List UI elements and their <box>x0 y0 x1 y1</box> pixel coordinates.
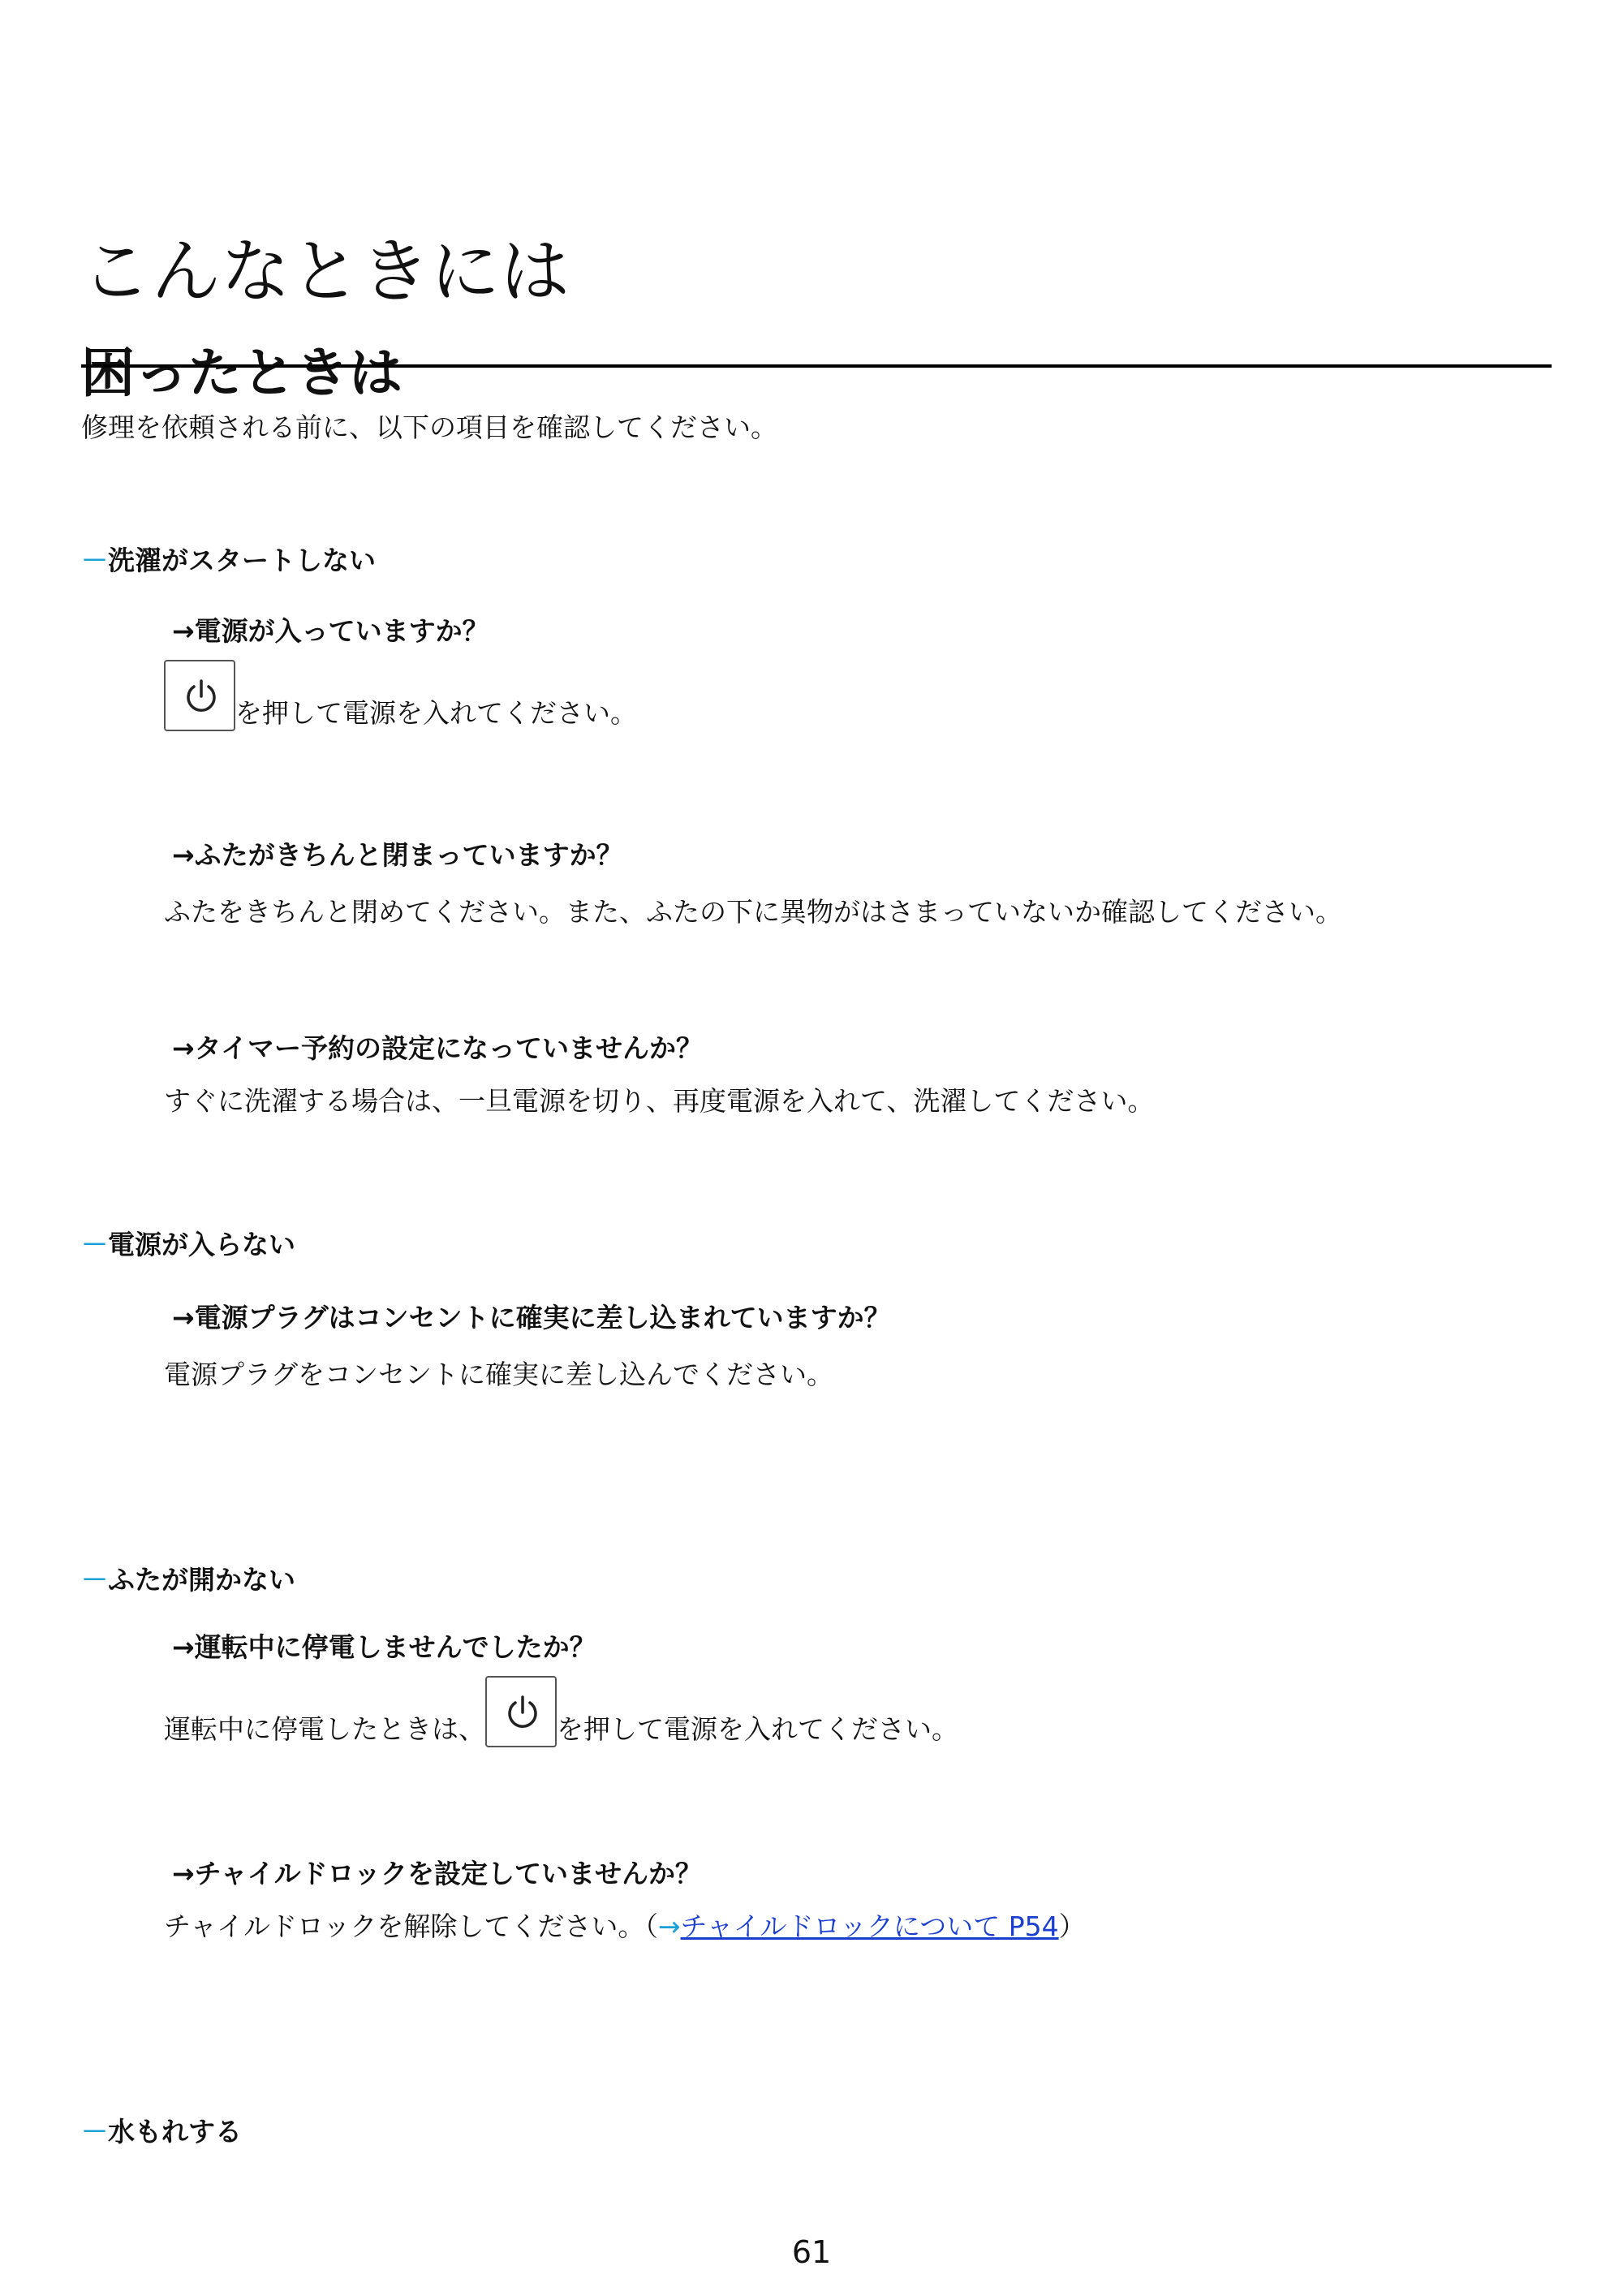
power-icon <box>181 677 222 717</box>
symptom-label: ふたが開かない <box>108 1564 295 1596</box>
check-question <box>172 1856 702 1892</box>
child-lock-link[interactable]: チャイルドロックについて P54 <box>680 1910 1059 1942</box>
question-text: ふたがきちんと閉まっていますか？ <box>194 839 623 871</box>
dash-marker: － <box>81 2116 108 2147</box>
power-button-icon <box>485 1676 557 1747</box>
dash-marker: － <box>81 1229 108 1260</box>
question-text: 電源が入っていますか？ <box>194 615 489 647</box>
answer-text: 運転中に停電したときは、 <box>164 1713 485 1745</box>
symptom-heading <box>81 2114 242 2150</box>
answer-text: を押して電源を入れてください。 <box>235 697 637 729</box>
page-number: 61 <box>791 2234 832 2270</box>
question-text: 運転中に停電しませんでしたか？ <box>194 1631 596 1663</box>
check-answer <box>164 1909 1086 1945</box>
power-icon <box>502 1693 543 1734</box>
symptom-heading <box>81 1227 295 1263</box>
answer-text: 電源プラグをコンセントに確実に差し込んでください。 <box>164 1359 833 1390</box>
arrow-marker: → <box>172 1631 195 1663</box>
question-text: チャイルドロックを設定していませんか？ <box>194 1858 703 1889</box>
check-question <box>172 838 623 873</box>
answer-text: ふたをきちんと閉めてください。また、ふたの下に異物がはさまっていないか確認してください。 <box>164 896 1342 928</box>
symptom-label: 水もれする <box>108 2116 242 2147</box>
power-button-icon <box>164 660 235 731</box>
dash-marker: － <box>81 545 108 576</box>
question-text: タイマー予約の設定になっていませんか？ <box>194 1032 703 1064</box>
link-arrow[interactable]: → <box>657 1910 681 1942</box>
check-answer <box>164 660 637 731</box>
arrow-marker: → <box>172 615 195 647</box>
symptom-label: 洗濯がスタートしない <box>108 545 376 576</box>
arrow-marker: → <box>172 1032 195 1064</box>
check-question <box>172 614 489 649</box>
dash-marker: － <box>81 1564 108 1596</box>
symptom-label: 電源が入らない <box>108 1229 295 1260</box>
arrow-marker: → <box>172 1302 195 1333</box>
arrow-marker: → <box>172 1858 195 1889</box>
check-question <box>172 1630 596 1665</box>
check-question <box>172 1031 703 1066</box>
arrow-marker: → <box>172 839 195 871</box>
intro-text: 修理を依頼される前に、以下の項目を確認してください。 <box>81 411 777 443</box>
chapter-title: こんなときには <box>81 230 570 312</box>
section-title: 困ったときは <box>81 341 403 404</box>
answer-text: を押して電源を入れてください。 <box>557 1713 958 1745</box>
answer-text: チャイルドロックを解除してください。（ <box>164 1910 658 1942</box>
check-question <box>172 1300 891 1336</box>
section-divider <box>81 364 1552 368</box>
question-text: 電源プラグはコンセントに確実に差し込まれていますか？ <box>194 1302 891 1333</box>
answer-text: すぐに洗濯する場合は、一旦電源を切り、再度電源を入れて、洗濯してください。 <box>164 1085 1155 1117</box>
symptom-heading <box>81 543 376 579</box>
symptom-heading <box>81 1562 295 1598</box>
answer-text: ） <box>1058 1910 1086 1942</box>
check-answer <box>164 1676 958 1747</box>
